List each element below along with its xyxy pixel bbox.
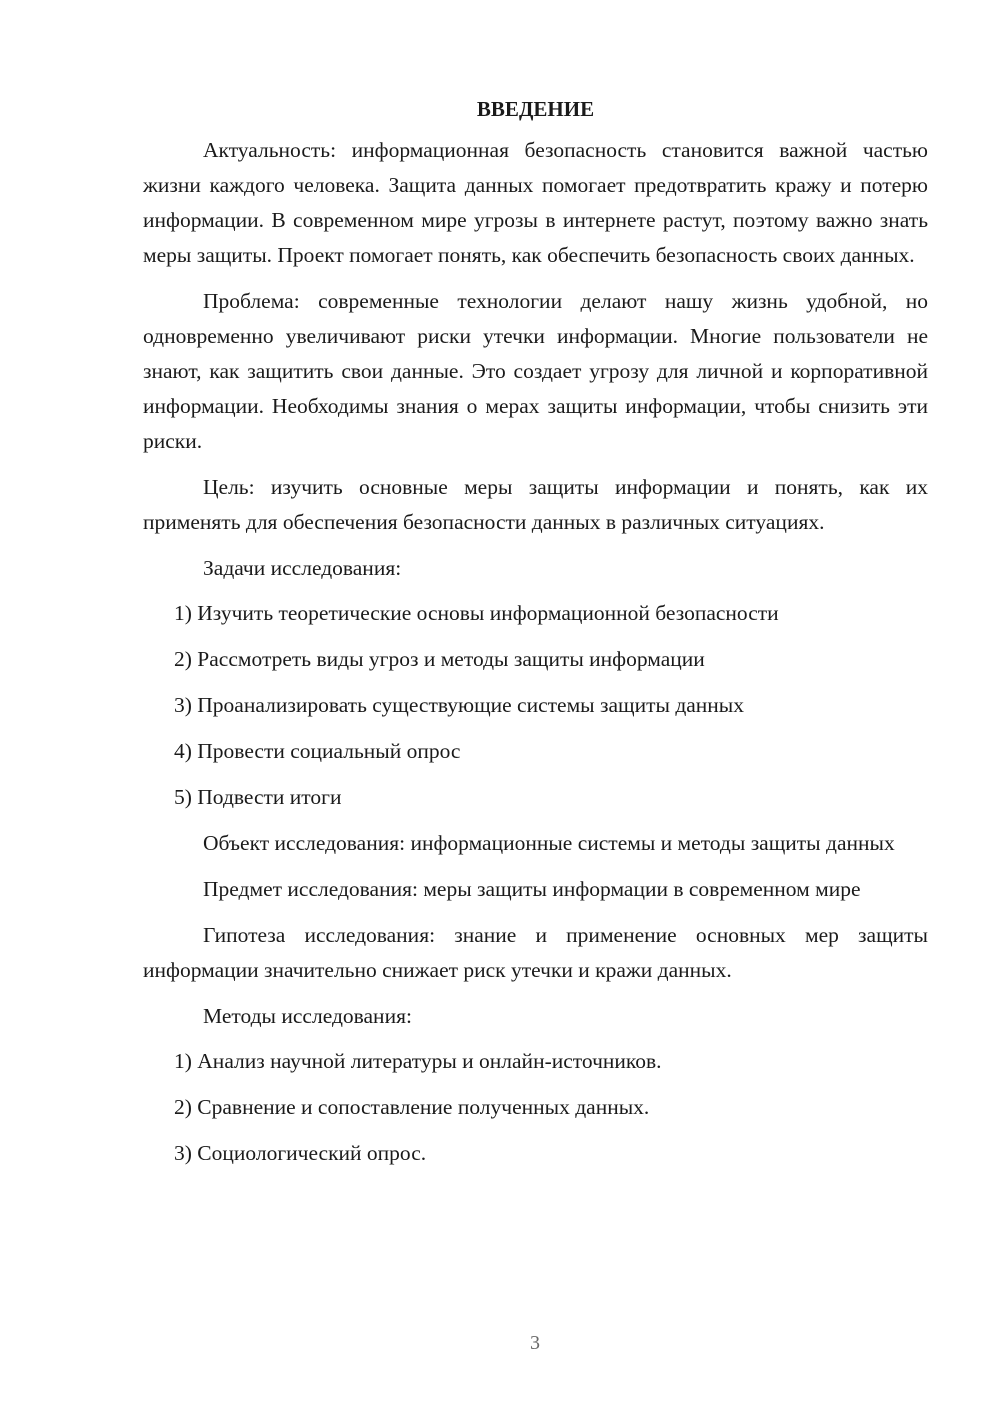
methods-heading: Методы исследования: (203, 1004, 412, 1028)
problem-paragraph: Проблема: современные технологии делают нашу жизнь удобной, но одновременно увеличивают риски утечки информации. Многие пользователи не знают, как защитить свои данные. Это создает угрозу для личной и корпоративной информации. Необходимы знания о мерах защиты информации, чтобы снизить эти риски. (143, 289, 928, 453)
hypothesis-paragraph: Гипотеза исследования: знание и применение основных мер защиты информации значительно снижает риск утечки и кражи данных. (143, 923, 928, 982)
list-item: 5) Подвести итоги (174, 785, 342, 809)
subject-paragraph: Предмет исследования: меры защиты информации в современном мире (203, 877, 861, 901)
list-item: 3) Проанализировать существующие системы защиты данных (174, 693, 745, 717)
list-item: 3) Социологический опрос. (174, 1141, 427, 1165)
list-item: 1) Изучить теоретические основы информационной безопасности (174, 601, 779, 625)
tasks-list (143, 596, 928, 815)
goal-paragraph: Цель: изучить основные меры защиты информации и понять, как их применять для обеспечения безопасности данных в различных ситуациях. (143, 475, 928, 534)
methods-list (143, 1044, 928, 1171)
object-paragraph: Объект исследования: информационные системы и методы защиты данных (203, 831, 895, 855)
document-page (143, 92, 928, 1182)
list-item: 4) Провести социальный опрос (174, 739, 461, 763)
list-item: 2) Рассмотреть виды угроз и методы защиты информации (174, 647, 705, 671)
tasks-heading: Задачи исследования: (203, 556, 402, 580)
list-item: 2) Сравнение и сопоставление полученных данных. (174, 1095, 650, 1119)
relevance-paragraph: Актуальность: информационная безопасность становится важной частью жизни каждого человека. Защита данных помогает предотвратить кражу и потерю информации. В современном мире угрозы в интернете растут, поэтому важно знать меры защиты. Проект помогает понять, как обеспечить безопасность своих данных. (143, 138, 928, 267)
page-number: 3 (530, 1332, 540, 1354)
list-item: 1) Анализ научной литературы и онлайн-источников. (174, 1049, 662, 1073)
section-title: ВВЕДЕНИЕ (476, 97, 595, 121)
